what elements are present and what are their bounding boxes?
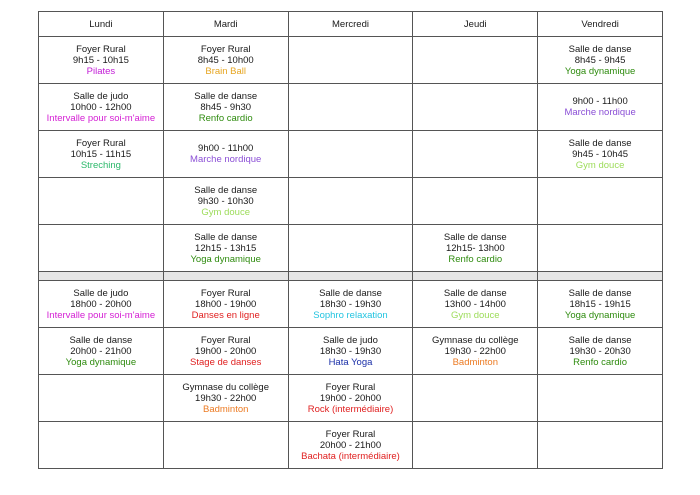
class-location: Gymnase du collège	[431, 334, 519, 346]
class-time: 9h45 - 10h45	[572, 148, 629, 160]
class-location: Salle de danse	[568, 137, 632, 149]
class-location: Salle de danse	[194, 90, 258, 102]
empty-cell	[39, 178, 164, 225]
separator-cell	[288, 272, 413, 281]
class-time: 18h30 - 19h30	[319, 345, 382, 357]
empty-cell	[413, 178, 538, 225]
class-cell	[538, 281, 663, 328]
class-time: 12h15 - 13h15	[195, 242, 257, 254]
class-location: Salle de danse	[568, 334, 632, 346]
class-activity: Gym douce	[575, 159, 625, 171]
separator-cell	[413, 272, 538, 281]
class-cell	[39, 281, 164, 328]
empty-cell	[39, 422, 164, 469]
class-cell	[538, 37, 663, 84]
class-time: 9h00 - 11h00	[198, 143, 254, 154]
class-time: 19h00 - 20h00	[319, 392, 382, 404]
class-location: Salle de danse	[319, 287, 382, 299]
class-location: Foyer Rural	[325, 428, 376, 440]
class-activity: Badminton	[452, 356, 498, 368]
class-cell	[39, 328, 164, 375]
empty-cell	[538, 178, 663, 225]
class-time: 9h30 - 10h30	[197, 195, 254, 207]
section-separator-row	[39, 272, 663, 281]
empty-cell	[413, 37, 538, 84]
class-location: Salle de danse	[69, 334, 133, 346]
class-cell	[163, 281, 288, 328]
class-cell	[413, 328, 538, 375]
class-time: 18h00 - 20h00	[70, 298, 132, 310]
empty-cell	[413, 375, 538, 422]
class-time: 9h00 - 11h00	[572, 96, 628, 107]
class-activity: Badminton	[202, 403, 249, 415]
class-time: 20h00 - 21h00	[70, 345, 132, 357]
empty-cell	[163, 422, 288, 469]
class-location: Salle de danse	[443, 287, 507, 299]
class-location: Gymnase du collège	[182, 381, 269, 393]
schedule-row	[39, 131, 663, 178]
class-activity: Renfo cardio	[448, 253, 503, 265]
empty-cell	[288, 178, 413, 225]
class-activity: Yoga dynamique	[190, 253, 261, 265]
class-activity: Yoga dynamique	[564, 65, 636, 77]
class-activity: Yoga dynamique	[65, 356, 137, 368]
empty-cell	[538, 422, 663, 469]
schedule-body	[39, 37, 663, 469]
day-header-1: Mardi	[163, 12, 288, 37]
empty-cell	[413, 131, 538, 178]
class-location: Salle de danse	[568, 287, 632, 299]
class-cell	[538, 84, 663, 131]
class-location: Salle de judo	[73, 90, 129, 102]
day-header-row	[39, 12, 663, 37]
class-time: 13h00 - 14h00	[444, 298, 506, 310]
day-header-2: Mercredi	[288, 12, 413, 37]
empty-cell	[288, 225, 413, 272]
schedule-row	[39, 328, 663, 375]
class-cell	[288, 328, 413, 375]
class-time: 18h30 - 19h30	[319, 298, 382, 310]
class-cell	[163, 375, 288, 422]
class-location: Salle de danse	[568, 43, 632, 55]
class-time: 19h00 - 20h00	[195, 345, 257, 357]
class-location: Salle de danse	[443, 231, 507, 243]
class-location: Salle de judo	[323, 334, 378, 346]
class-location: Foyer Rural	[76, 43, 126, 55]
schedule-row	[39, 178, 663, 225]
class-activity: Brain Ball	[205, 65, 247, 77]
class-time: 19h30 - 22h00	[195, 392, 257, 404]
class-cell	[39, 131, 164, 178]
class-activity: Renfo cardio	[573, 356, 628, 368]
class-time: 10h15 - 11h15	[70, 148, 132, 160]
schedule-row	[39, 422, 663, 469]
schedule-row	[39, 37, 663, 84]
empty-cell	[288, 37, 413, 84]
class-activity: Intervalle pour soi-m'aime	[46, 309, 156, 321]
day-header-4: Vendredi	[538, 12, 663, 37]
class-time: 20h00 - 21h00	[319, 439, 382, 451]
separator-cell	[538, 272, 663, 281]
class-cell	[39, 37, 164, 84]
class-activity: Gym douce	[201, 206, 250, 218]
class-location: Foyer Rural	[200, 43, 251, 55]
class-time: 18h00 - 19h00	[195, 298, 257, 310]
class-time: 8h45 - 9h45	[574, 54, 626, 66]
class-cell	[413, 225, 538, 272]
empty-cell	[413, 422, 538, 469]
day-header-0: Lundi	[39, 12, 164, 37]
schedule-row	[39, 84, 663, 131]
class-cell	[163, 131, 288, 178]
class-time: 18h15 - 19h15	[569, 298, 631, 310]
class-location: Salle de danse	[194, 231, 258, 243]
empty-cell	[538, 375, 663, 422]
class-time: 9h15 - 10h15	[72, 54, 129, 66]
class-cell	[163, 225, 288, 272]
class-cell	[288, 422, 413, 469]
class-activity: Bachata (intermédiaire)	[301, 450, 400, 462]
class-activity: Pilates	[86, 65, 116, 77]
class-time: 10h00 - 12h00	[70, 101, 132, 113]
class-cell	[163, 37, 288, 84]
class-time: 19h30 - 22h00	[444, 345, 506, 357]
separator-cell	[163, 272, 288, 281]
class-activity: Marche nordique	[564, 107, 636, 118]
class-activity: Danses en ligne	[191, 309, 260, 321]
empty-cell	[413, 84, 538, 131]
schedule-row	[39, 281, 663, 328]
class-activity: Stage de danses	[190, 356, 262, 368]
class-location: Foyer Rural	[76, 137, 126, 149]
class-cell	[288, 375, 413, 422]
empty-cell	[288, 131, 413, 178]
class-activity: Intervalle pour soi-m'aime	[46, 112, 156, 124]
empty-cell	[39, 375, 164, 422]
schedule-row	[39, 225, 663, 272]
class-time: 8h45 - 9h30	[200, 101, 252, 113]
weekly-schedule-table	[38, 11, 663, 469]
schedule-row	[39, 375, 663, 422]
empty-cell	[538, 225, 663, 272]
class-cell	[163, 328, 288, 375]
class-activity: Streching	[80, 159, 121, 171]
class-activity: Yoga dynamique	[564, 309, 636, 321]
class-activity: Rock (intermédiaire)	[307, 403, 394, 415]
class-location: Salle de judo	[73, 287, 129, 299]
class-time: 12h15- 13h00	[445, 242, 505, 254]
class-location: Foyer Rural	[200, 334, 251, 346]
class-activity: Marche nordique	[190, 154, 262, 165]
day-header-3: Jeudi	[413, 12, 538, 37]
class-activity: Gym douce	[451, 309, 500, 321]
class-time: 19h30 - 20h30	[569, 345, 631, 357]
class-activity: Renfo cardio	[198, 112, 253, 124]
class-location: Foyer Rural	[200, 287, 251, 299]
class-location: Salle de danse	[194, 184, 258, 196]
class-location: Foyer Rural	[325, 381, 376, 393]
class-cell	[538, 328, 663, 375]
class-activity: Sophro relaxation	[313, 309, 388, 321]
class-cell	[163, 178, 288, 225]
class-cell	[538, 131, 663, 178]
class-activity: Hata Yoga	[328, 356, 373, 368]
class-time: 8h45 - 10h00	[197, 54, 254, 66]
class-cell	[163, 84, 288, 131]
empty-cell	[39, 225, 164, 272]
class-cell	[39, 84, 164, 131]
class-cell	[413, 281, 538, 328]
empty-cell	[288, 84, 413, 131]
class-cell	[288, 281, 413, 328]
separator-cell	[39, 272, 164, 281]
